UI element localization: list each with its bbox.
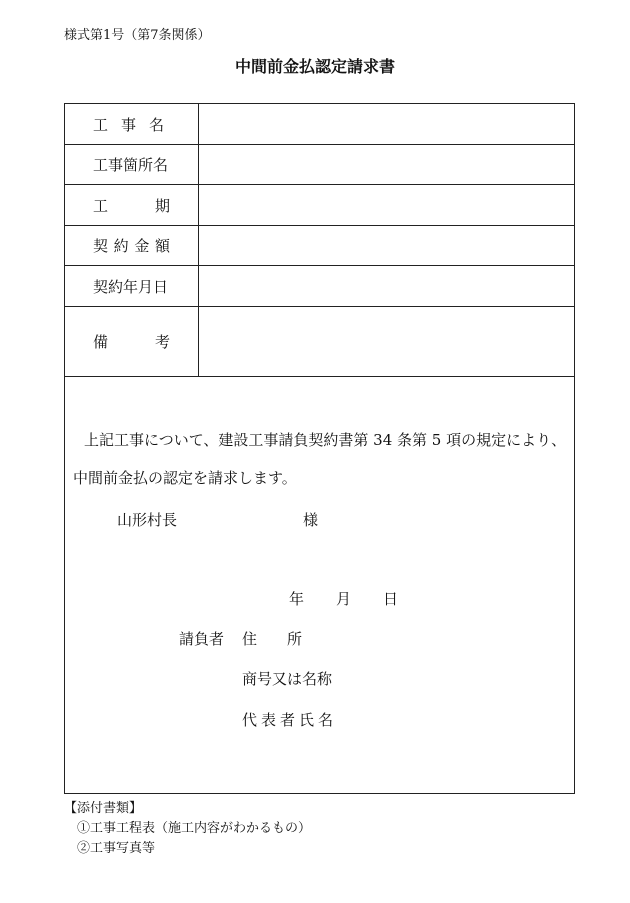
- addressee-name: 山形村長: [117, 511, 178, 529]
- contractor-representative-label: 代表者氏名: [242, 711, 338, 729]
- row-remarks: [65, 307, 574, 377]
- date-year-label: 年: [289, 590, 305, 608]
- attachment-item: ①工事工程表（施工内容がわかるもの）: [77, 821, 312, 836]
- label-project-name: 工 事 名: [65, 104, 199, 144]
- label-contract-amount: 契約金額: [65, 226, 199, 265]
- label-project-location: 工事箇所名: [65, 145, 199, 184]
- contractor-address-label: 住 所: [242, 630, 303, 648]
- contractor-heading: 請負者: [179, 630, 225, 648]
- form-number: 様式第1号（第7条関係）: [64, 28, 211, 43]
- row-project-name: [65, 104, 574, 145]
- field-project-name[interactable]: [199, 104, 574, 144]
- statement-line-2: 中間前金払の認定を請求します。: [73, 469, 297, 487]
- row-construction-period: [65, 185, 574, 226]
- field-project-location[interactable]: [199, 145, 574, 184]
- field-contract-amount[interactable]: [199, 226, 574, 265]
- date-day-label: 日: [383, 590, 399, 608]
- label-construction-period: 工 期: [65, 185, 199, 225]
- field-contract-date[interactable]: [199, 266, 574, 306]
- document-title: 中間前金払認定請求書: [234, 57, 395, 76]
- contractor-trade-name-label: 商号又は名称: [242, 670, 333, 688]
- attachments-heading: 【添付書類】: [64, 801, 143, 816]
- field-remarks[interactable]: [199, 307, 574, 376]
- field-construction-period[interactable]: [199, 185, 574, 225]
- date-month-label: 月: [336, 590, 352, 608]
- row-contract-amount: [65, 226, 574, 266]
- statement-line-1: 上記工事について、建設工事請負契約書第 34 条第 5 項の規定により、: [84, 431, 567, 449]
- row-project-location: [65, 145, 574, 185]
- label-remarks: 備 考: [65, 307, 199, 376]
- attachment-item: ②工事写真等: [77, 841, 156, 856]
- addressee-honorific: 様: [303, 511, 319, 529]
- row-contract-date: [65, 266, 574, 307]
- label-contract-date: 契約年月日: [65, 266, 199, 306]
